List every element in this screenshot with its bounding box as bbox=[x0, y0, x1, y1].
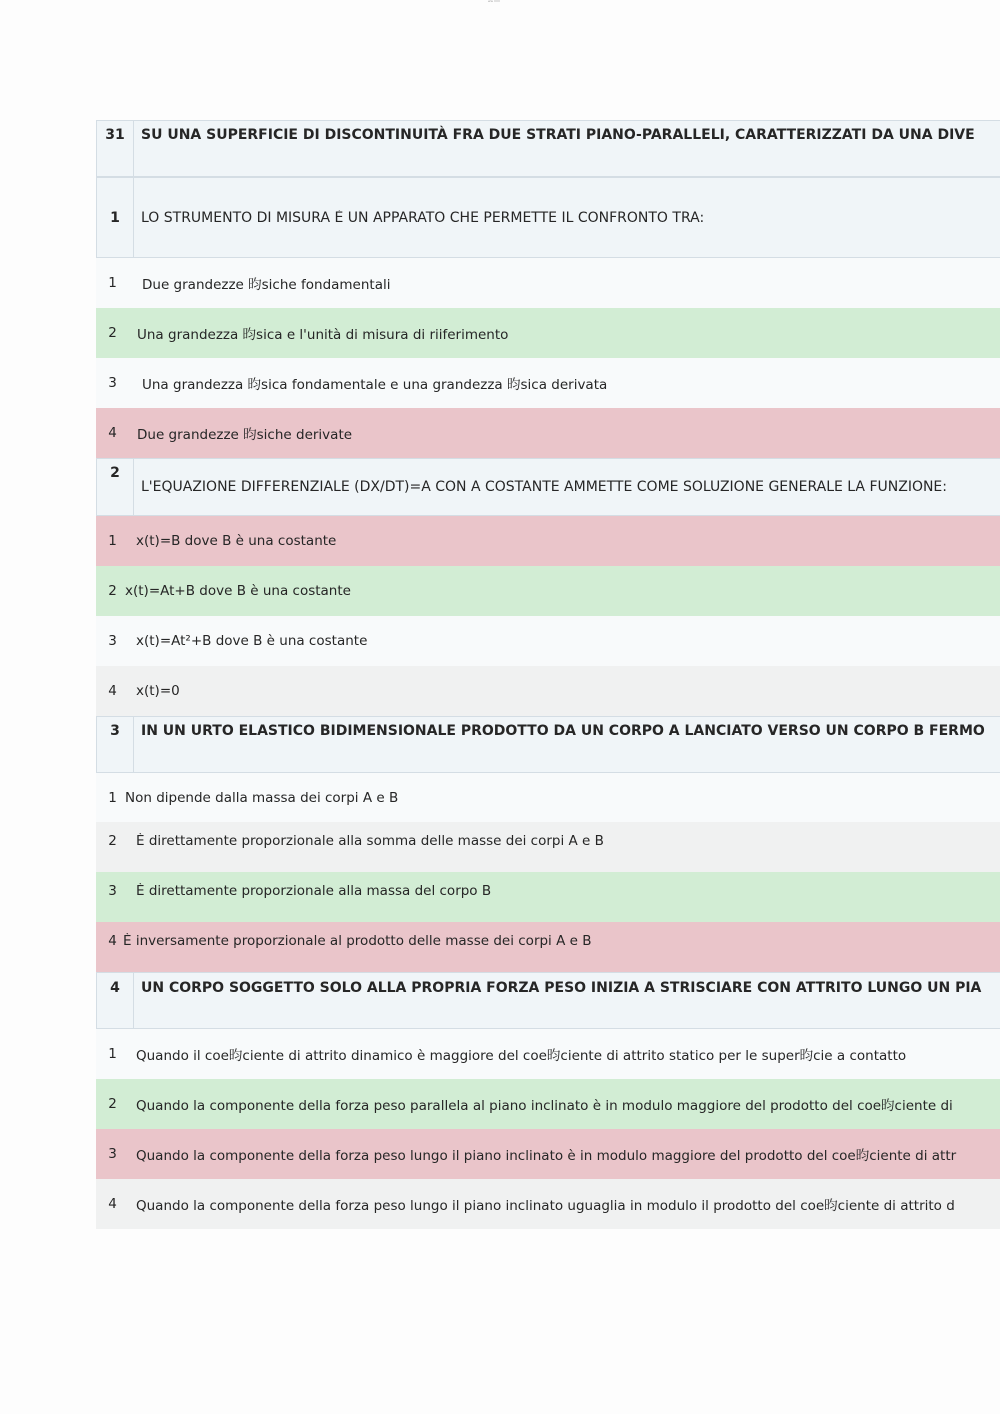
answer-text: x(t)=B dove B è una costante bbox=[136, 533, 337, 549]
question-number: 4 bbox=[97, 973, 134, 1028]
answer-text: Quando la componente della forza peso lungo il piano inclinato uguaglia in modulo il prodotto del coe昀ciente di attrito d bbox=[136, 1198, 955, 1214]
answer-text: Quando il coe昀ciente di attrito dinamico è maggiore del coe昀ciente di attrito statico per le super昀cie a contatto bbox=[136, 1048, 907, 1064]
answer-text: È direttamente proporzionale alla somma delle masse dei corpi A e B bbox=[136, 833, 604, 849]
question-row bbox=[96, 458, 1000, 516]
answer-row bbox=[96, 358, 1000, 408]
answer-number: 3 bbox=[108, 883, 117, 899]
answer-row-correct bbox=[96, 872, 1000, 922]
answer-number: 3 bbox=[108, 1146, 117, 1162]
answer-row-wrong bbox=[96, 516, 1000, 566]
question-text: L'EQUAZIONE DIFFERENZIALE (DX/DT)=A CON A COSTANTE AMMETTE COME SOLUZIONE GENERALE LA FUNZIONE: bbox=[141, 479, 947, 495]
answer-text: x(t)=At²+B dove B è una costante bbox=[136, 633, 368, 649]
answer-text: x(t)=At+B dove B è una costante bbox=[125, 583, 351, 599]
answer-text: È inversamente proporzionale al prodotto delle masse dei corpi A e B bbox=[123, 933, 592, 949]
question-number: 3 bbox=[97, 717, 134, 772]
answer-row-wrong bbox=[96, 922, 1000, 972]
answer-text: Una grandezza 昀sica fondamentale e una grandezza 昀sica derivata bbox=[142, 377, 608, 393]
question-number: 31 bbox=[97, 121, 134, 176]
header-mark: ww |||||| bbox=[488, 0, 500, 2]
answer-number: 3 bbox=[108, 375, 117, 391]
answer-text: Quando la componente della forza peso lungo il piano inclinato è in modulo maggiore del prodotto del coe昀ciente di attr bbox=[136, 1148, 957, 1164]
answer-number: 2 bbox=[108, 325, 117, 341]
answer-number: 4 bbox=[108, 933, 117, 949]
answer-row bbox=[96, 616, 1000, 666]
question-text: UN CORPO SOGGETTO SOLO ALLA PROPRIA FORZA PESO INIZIA A STRISCIARE CON ATTRITO LUNGO UN PIA bbox=[141, 980, 982, 996]
answer-number: 1 bbox=[108, 1046, 117, 1062]
answer-text: x(t)=0 bbox=[136, 683, 180, 699]
quiz-table bbox=[96, 120, 1000, 1229]
answer-row bbox=[96, 258, 1000, 308]
answer-row-correct bbox=[96, 566, 1000, 616]
answer-text: Quando la componente della forza peso parallela al piano inclinato è in modulo maggiore del prodotto del coe昀ciente di bbox=[136, 1098, 953, 1114]
answer-number: 4 bbox=[108, 425, 117, 441]
answer-row bbox=[96, 666, 1000, 716]
question-text: SU UNA SUPERFICIE DI DISCONTINUITÀ FRA DUE STRATI PIANO-PARALLELI, CARATTERIZZATI DA UNA DIVE bbox=[141, 127, 975, 143]
answer-text: Non dipende dalla massa dei corpi A e B bbox=[125, 789, 399, 806]
answer-number: 2 bbox=[108, 1096, 117, 1112]
answer-number: 1 bbox=[108, 789, 117, 806]
question-number: 1 bbox=[97, 178, 134, 257]
answer-number: 3 bbox=[108, 633, 117, 649]
answer-row-wrong bbox=[96, 408, 1000, 458]
answer-text: Una grandezza 昀sica e l'unità di misura di riiferimento bbox=[137, 327, 509, 343]
answer-row-correct bbox=[96, 1079, 1000, 1129]
answer-number: 2 bbox=[108, 583, 117, 599]
answer-text: Due grandezze 昀siche derivate bbox=[137, 427, 353, 443]
answer-row bbox=[96, 1179, 1000, 1229]
question-text: LO STRUMENTO DI MISURA È UN APPARATO CHE PERMETTE IL CONFRONTO TRA: bbox=[141, 209, 705, 226]
answer-text: È direttamente proporzionale alla massa del corpo B bbox=[136, 883, 492, 899]
question-number: 2 bbox=[97, 459, 134, 515]
answer-text: Due grandezze 昀siche fondamentali bbox=[142, 277, 391, 293]
question-row bbox=[96, 716, 1000, 773]
answer-number: 4 bbox=[108, 1196, 117, 1212]
answer-row bbox=[96, 773, 1000, 822]
answer-number: 1 bbox=[108, 275, 117, 291]
answer-number: 4 bbox=[108, 683, 117, 699]
answer-row bbox=[96, 822, 1000, 872]
question-row bbox=[96, 972, 1000, 1029]
answer-row-wrong bbox=[96, 1129, 1000, 1179]
answer-row bbox=[96, 1029, 1000, 1079]
answer-row-correct bbox=[96, 308, 1000, 358]
question-row bbox=[96, 120, 1000, 177]
question-text: IN UN URTO ELASTICO BIDIMENSIONALE PRODOTTO DA UN CORPO A LANCIATO VERSO UN CORPO B FERMO bbox=[141, 723, 985, 739]
answer-number: 1 bbox=[108, 533, 117, 549]
question-row bbox=[96, 177, 1000, 258]
answer-number: 2 bbox=[108, 833, 117, 849]
